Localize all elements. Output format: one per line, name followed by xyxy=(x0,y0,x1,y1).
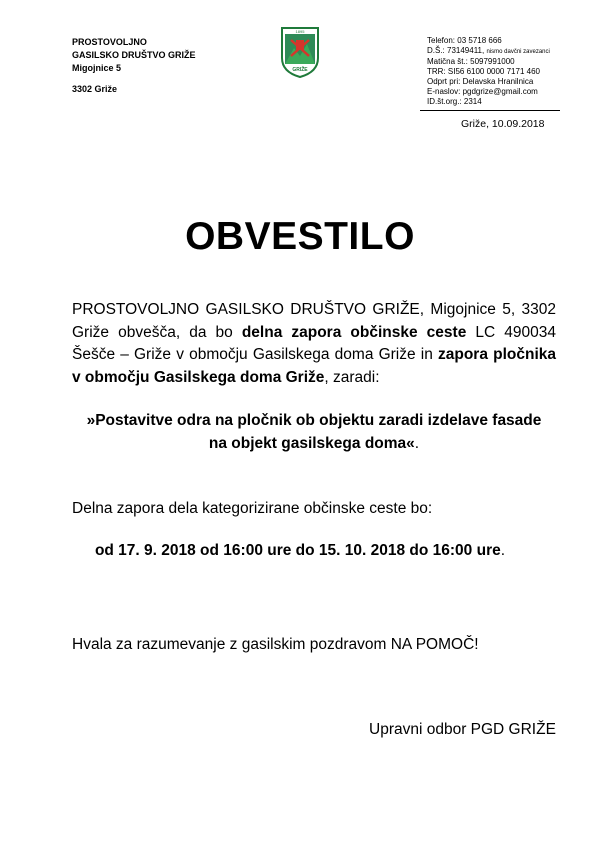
closure-dates: od 17. 9. 2018 od 16:00 ure do 15. 10. 2018 do 16:00 ure xyxy=(94,542,501,559)
closure-dates-line xyxy=(0,542,600,560)
reason-end: . xyxy=(414,434,420,452)
closure-dates-end: . xyxy=(500,542,506,559)
crest-logo xyxy=(280,26,320,78)
org-street: Migojnice 5 xyxy=(72,63,122,73)
reason-line-2-wrap xyxy=(72,433,556,456)
intro-paragraph xyxy=(72,299,556,389)
reason-line-2: na objekt gasilskega doma« xyxy=(208,434,415,452)
intro-text-3: , zaradi: xyxy=(324,368,380,386)
crest-name: GRIŽE xyxy=(292,67,308,73)
org-postcode-city: 3302 Griže xyxy=(72,84,118,94)
org-name-line2: GASILSKO DRUŠTVO GRIŽE xyxy=(72,50,196,60)
intro-bold-2: zapora pločnika v območju Gasilskega doma Griže xyxy=(72,346,556,386)
thanks-text: Hvala za razumevanje z gasilskim pozdravom NA POMOČ! xyxy=(72,636,479,653)
document-date: Griže, 10.09.2018 xyxy=(461,118,545,130)
header-rule xyxy=(420,110,560,111)
intro-text-1: PROSTOVOLJNO GASILSKO DRUŠTVO GRIŽE, Migojnice 5, 3302 Griže obvešča, da bo xyxy=(72,301,556,341)
closure-text: Delna zapora dela kategorizirane občinske ceste bo: xyxy=(72,500,433,517)
contact-tax: D.Š.: 73149411, xyxy=(427,46,485,55)
intro-bold-1: delna zapora občinske ceste xyxy=(241,323,467,341)
reason-block xyxy=(72,410,556,455)
document-title: OBVESTILO xyxy=(185,215,415,258)
contact-id: ID.št.org.: 2314 xyxy=(427,97,482,106)
contact-tax-note: nismo davčni zavezanci xyxy=(486,49,550,55)
contact-bank: Odprt pri: Delavska Hranilnica xyxy=(427,77,534,86)
signature: Upravni odbor PGD GRIŽE xyxy=(369,721,556,738)
contact-trr: TRR: SI56 6100 0000 7171 460 xyxy=(427,67,540,76)
contact-email: E-naslov: pgdgrize@gmail.com xyxy=(427,87,538,96)
organization-block xyxy=(72,36,196,96)
contact-reg-no: Matična št.: 5097991000 xyxy=(427,57,515,66)
crest-year: 1895 xyxy=(295,29,305,34)
reason-line-1: »Postavitve odra na pločnik ob objektu zaradi izdelave fasade xyxy=(86,412,542,429)
org-name-line1: PROSTOVOLJNO xyxy=(72,37,147,47)
intro-text-2: LC 490034 Šešče – Griže v območju Gasilskega doma Griže in xyxy=(72,323,556,363)
contact-tax-line xyxy=(427,46,550,57)
contact-block xyxy=(427,36,550,107)
contact-phone: Telefon: 03 5718 666 xyxy=(427,36,502,45)
